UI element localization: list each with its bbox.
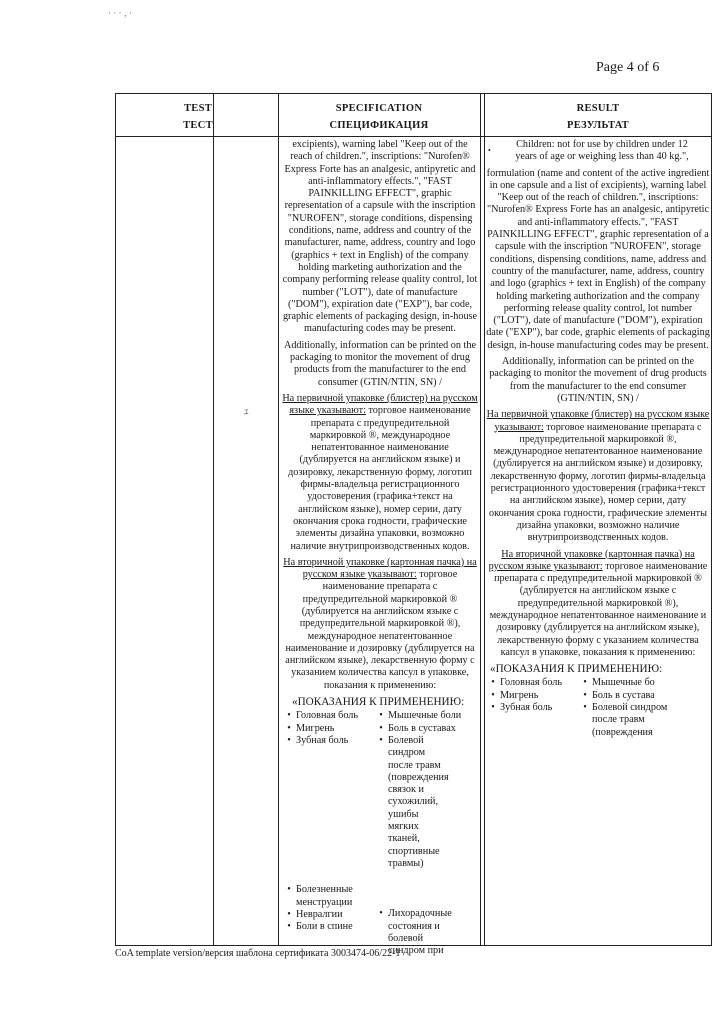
- header-test: TEST ТЕСТ: [183, 103, 213, 131]
- spec-indications-title: «ПОКАЗАНИЯ К ПРИМЕНЕНИЮ:: [292, 696, 465, 709]
- list-item: • Головная боль: [491, 677, 563, 689]
- spec-primary-packaging: На первичной упаковке (блистер) на русском языке указывают: торговое наименование препарата с предупредительной маркировкой ®, международное непатентованное наименование (дублируется на английском языке) и дозировку, лекарственную форму, логотип фирмы-владельца регистрационного удостоверения (графика+текст на английском языке), номер серии, дату окончания срока годности, графические элементы дизайна упаковки, возможно наличие внутрипроизводственных кодов.: [282, 392, 478, 552]
- bullet-mark: •: [488, 146, 491, 155]
- result-primary-packaging: На первичной упаковке (блистер) на русском языке указывают: торговое наименование препарата с предупредительной маркировкой ®, международное непатентованное наименование (дублируется на английском языке) и дозировку, лекарственную форму, логотип фирмы-владельца регистрационного удостоверения (графика+текст на английском языке), номер серии, дату окончания срока годности, графические элементы дизайна упаковки, возможно наличие внутрипроизводственных кодов.: [486, 409, 710, 544]
- spec-secondary-packaging: На вторичной упаковке (картонная пачка) на русском языке указывают: торговое наименование препарата с предупредительной маркировкой ® (дублируется на английском языке с предупредительной маркировкой ®), международное непатентованное наименование и дозировку (дублируется на английском языке), лекарственную форму с указанием количества капсул в упаковке, показания к применению:: [283, 556, 477, 691]
- list-item: • Болезненные менструации: [287, 884, 353, 908]
- spec-additional-info: Additionally, information can be printed on the packaging to monitor the movement of drug products from the manufacturer to the end consumer (GTIN/NTIN, SN) /: [283, 339, 476, 388]
- list-item: • Мышечные боли: [379, 710, 462, 722]
- list-item: • Зубная боль: [491, 702, 553, 714]
- specification-cell: [282, 139, 478, 957]
- list-item: • Боль в сустава: [583, 689, 655, 701]
- result-children-warning: Children: not for use by children under 12 years of age or weighing less than 40 kg.",: [515, 139, 689, 163]
- list-item: • Болевой синдром после травм (повреждения: [583, 702, 668, 738]
- scan-artifact: · · · ‚ ·: [108, 8, 132, 18]
- scan-artifact: ﾕ: [244, 407, 249, 417]
- list-item: • Боль в суставах: [379, 722, 456, 734]
- list-item: • Мигрень: [287, 722, 335, 734]
- list-item: • Мышечные бо: [583, 677, 655, 689]
- list-item: • Мигрень: [491, 689, 539, 701]
- list-item: • Зубная боль: [287, 734, 349, 746]
- result-secondary-packaging: На вторичной упаковке (картонная пачка) на русском языке указывают: торговое наименование препарата с предупредительной маркировкой ® (дублируется на английском языке с предупредительной маркировкой ®), международное непатентованное наименование и дозировку (дублируется на английском языке), лекарственную форму с указанием количества капсул в упаковке, показания к применению:: [488, 548, 708, 658]
- header-result: RESULT РЕЗУЛЬТАТ: [567, 103, 629, 131]
- result-additional-info: Additionally, information can be printed on the packaging to monitor the movement of drug products from the manufacturer to the end consumer (GTIN/NTIN, SN) /: [489, 356, 707, 404]
- result-indications-title: «ПОКАЗАНИЯ К ПРИМЕНЕНИЮ:: [490, 663, 663, 676]
- result-cell: [486, 139, 710, 944]
- list-item: • Боли в спине: [287, 921, 353, 933]
- spec-indications-list: [282, 710, 478, 957]
- list-item: • Болевой синдром после травм (повреждения связок и сухожилий, ушибы мягких тканей, спортивные травмы): [379, 734, 449, 869]
- header-specification: SPECIFICATION СПЕЦИФИКАЦИЯ: [329, 103, 429, 131]
- footer-template-version: CoA template version/версия шаблона сертификата 3003474-06/22-1: [115, 948, 401, 959]
- list-item: • Головная боль: [287, 710, 359, 722]
- result-indications-list: [486, 677, 710, 738]
- list-item: • Невралгии: [287, 908, 343, 920]
- spec-english-text: excipients), warning label "Keep out of the reach of children.", inscriptions: "Nurofen® Express Forte has an analgesic, antipyretic and anti-inflammatory effects.", "FAST PAINKILLING EFFECT", graphic representation of a capsule with the inscription "NUROFEN", storage conditions, dispensing conditions, name, address and country of the manufacturer, name, address, country and logo (graphics + text in English) of the company holding marketing authorization and the company performing release quality control, lot number ("LOT"), date of manufacture ("DOM"), expiration date ("EXP"), bar code, graphic elements of packaging design, in-house manufacturing codes may be present.: [282, 139, 478, 335]
- result-english-text: formulation (name and content of the active ingredient in one capsule and a list of excipients), warning label "Keep out of the reach of children.", inscriptions: "Nurofen® Express Forte has an analgesic, antipyretic and anti-inflammatory effects.", "FAST PAINKILLING EFFECT", graphic representation of a capsule with the inscription "NUROFEN", storage conditions, dispensing conditions, name, address and country of the manufacturer, name, address, country and logo (graphics + text in English) of the company holding marketing authorization and the company performing release quality control, lot number ("LOT"), date of manufacture ("DOM"), expiration date ("EXP"), bar code, graphic elements of packaging design, in-house manufacturing codes may be present.: [486, 167, 710, 351]
- list-item: • Лихорадочные состояния и болевой синдром при: [379, 908, 452, 957]
- page-number: Page 4 of 6: [596, 60, 660, 75]
